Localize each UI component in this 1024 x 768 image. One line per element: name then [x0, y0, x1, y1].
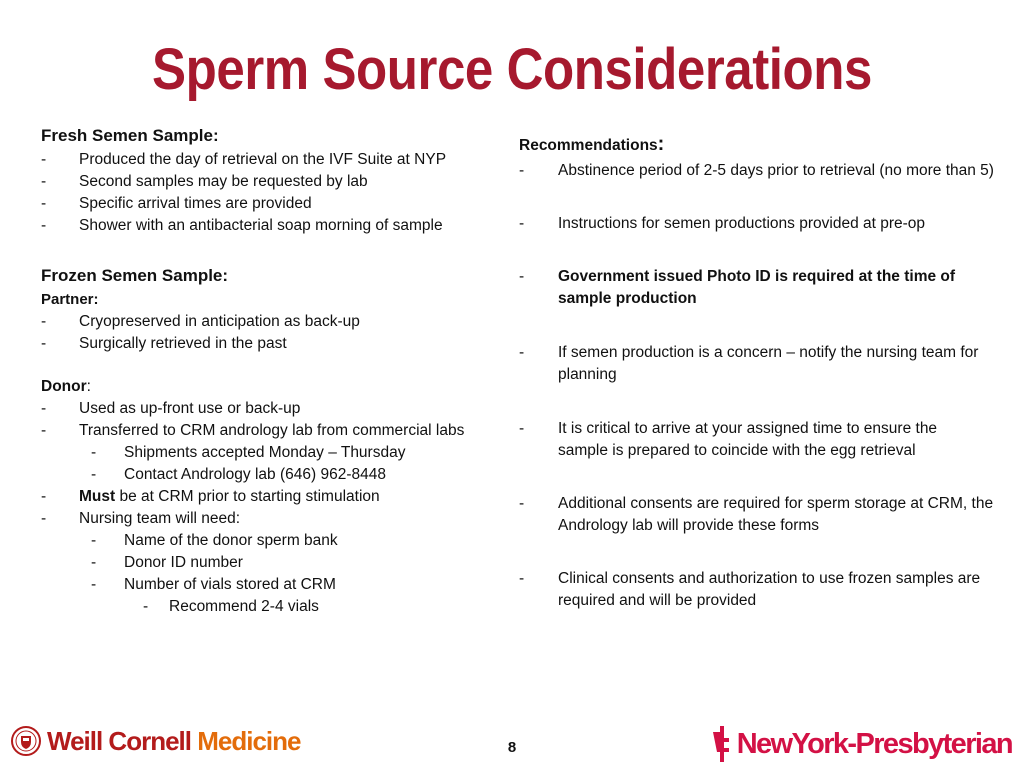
frozen-heading: Frozen Semen Sample:: [41, 266, 229, 285]
slide-title: Sperm Source Considerations: [152, 37, 872, 102]
left-column: Fresh Semen Sample: - Produced the day of retrieval on the IVF Suite at NYP - Second samples may be requested by lab - Specific arrival times are provided - Shower with an antibacterial soap morning of sample Frozen Semen Sample: Partner: - Cryopreserved in anticipation as back-up - Surgically retrieved in the past Donor: - Used as up-front use or back-up - Transferred to CRM andrology lab from commercial labs - Shipments accepted Monday – Thursday - Contact Andrology lab (646) 962-8448 - Must be at CRM prior to starting stimulation - Nursing team will need: - Name of the donor sperm bank - Donor ID number - Number of vials stored at CRM - Recommend 2-4 vials: [41, 126, 465, 615]
partner-label: Partner:: [41, 291, 99, 308]
right-column: Recommendations: - Abstinence period of 2-5 days prior to retrieval (no more than 5) - Instructions for semen productions provided at pre-op - Government issued Photo ID is required at the time of sample production - If semen production is a concern – notify the nursing team for planning - It is critical to arrive at your assigned time to ensure the sample is prepared to coincide with the egg retrieval - Additional consents are required for sperm storage at CRM, the Andrology lab will provide these forms - Clinical consents and authorization to use frozen samples are required and will be provided: [519, 133, 994, 609]
cornell-seal-icon: [11, 726, 41, 756]
fresh-heading: Fresh Semen Sample:: [41, 126, 219, 145]
page-number: 8: [507, 739, 517, 756]
weill-cornell-logo: Weill Cornell Medicine: [11, 724, 300, 758]
recommendations-heading: Recommendations:: [519, 133, 665, 155]
nyp-logo: NewYork-Presbyterian: [711, 724, 1012, 764]
nyp-mark-icon: [711, 726, 733, 762]
donor-label: Donor:: [41, 378, 91, 395]
